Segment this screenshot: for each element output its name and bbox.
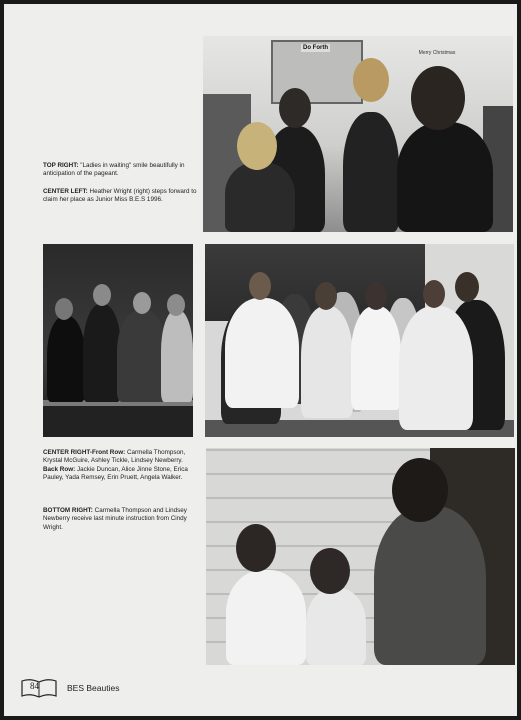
girl-head [133,292,151,314]
caption-text: Heather Wright (right) steps forward to claim her place as Junior Miss B.E.S 1996. [43,188,197,204]
girl-figure [343,112,399,232]
girl-figure [351,306,401,410]
girl-head [310,548,350,594]
caption-label: Back Row: [43,465,76,473]
girl-figure [306,588,366,665]
caption-text: "Ladies in waiting" smile beautifully in anticipation of the pageant. [43,162,185,178]
girl-figure [397,122,493,232]
caption-label: CENTER RIGHT-Front Row: [43,449,126,456]
girl-figure [83,304,121,402]
photo-ladies-in-waiting [203,36,513,232]
girl-figure [161,310,193,402]
caption-bottom-right [43,507,199,532]
girl-figure [47,316,85,402]
caption-top-right [43,162,199,179]
caption-label: CENTER LEFT: [43,188,88,195]
woman-head [392,458,448,522]
page-number: 84 [30,681,39,691]
girl-figure [225,162,295,232]
girl-figure [301,306,353,418]
girl-figure [226,570,306,665]
girl-head [279,88,311,128]
woman-figure [374,506,486,665]
corner-sign: Merry Christmas [418,50,456,56]
caption-center-left [43,188,199,205]
caption-label: BOTTOM RIGHT: [43,507,93,514]
photo-junior-miss [43,244,193,437]
girl-head [365,282,387,310]
girl-figure [117,310,167,402]
girl-head [237,122,277,170]
girl-head [236,524,276,572]
girl-head [353,58,389,102]
photo-last-minute-instruction [206,448,515,665]
caption-text: Carmella Thompson and Lindsey Newberry receive last minute instruction from Cindy Wright. [43,507,187,531]
girl-head [455,272,479,302]
girl-head [167,294,185,316]
stage-table [43,406,193,437]
girl-head [423,280,445,308]
girl-head [411,66,465,130]
photo-group-contestants [205,244,514,437]
girl-figure [399,306,473,430]
girl-head [249,272,271,300]
caption-text: Jackie Duncan, Alice Jinne Stone, Erica Pauley, Yada Remsey, Erin Pruett, Angela Walker. [43,465,188,482]
yearbook-page [4,4,517,716]
girl-head [55,298,73,320]
girl-head [93,284,111,306]
girl-figure [225,298,299,408]
girl-head [315,282,337,310]
board-sign: Do Forth [303,45,328,51]
section-title: BES Beauties [67,683,120,693]
open-book-icon [20,677,58,699]
caption-label: TOP RIGHT: [43,162,79,169]
caption-text: Carmella Thompson, Krystal McGuire, Ashley Tickle, Lindsey Newberry. [43,449,186,465]
caption-center-right [43,449,199,483]
